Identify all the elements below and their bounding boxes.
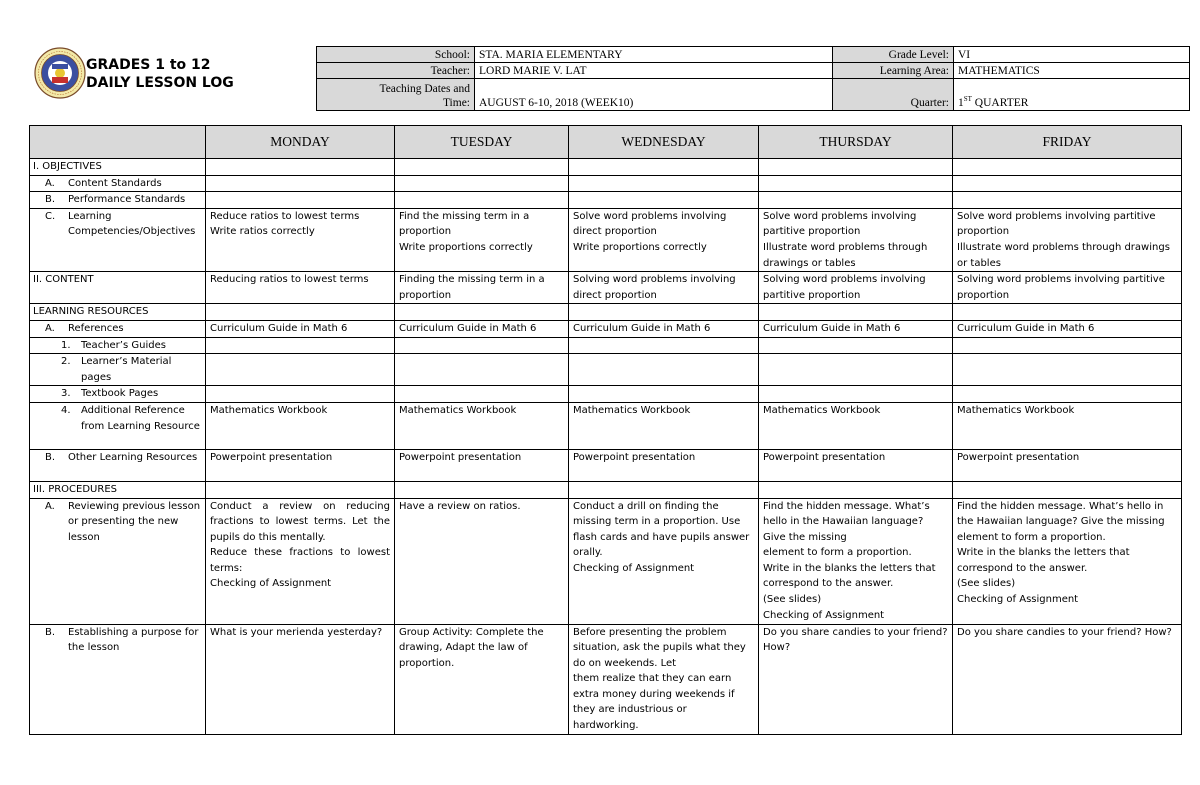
cell-line: Do you share candies to your friend? How?	[957, 626, 1172, 638]
lesson-log-table	[29, 125, 1182, 735]
row-label-establishing	[30, 624, 206, 734]
cell-wednesday	[569, 354, 759, 386]
deped-seal-icon	[34, 47, 86, 99]
cell-tuesday	[395, 337, 569, 354]
row-marker: A.	[45, 500, 55, 512]
cell-thursday	[759, 624, 953, 734]
row-label-text: Content Standards	[68, 177, 162, 189]
cell-line: Find the missing term in a proportion	[399, 210, 530, 238]
cell-monday	[206, 337, 395, 354]
row-marker: 1.	[61, 339, 71, 351]
row-marker: B.	[45, 451, 56, 463]
header-blank-cell	[30, 126, 206, 159]
cell-tuesday	[395, 304, 569, 321]
cell-thursday	[759, 481, 953, 498]
day-header-tuesday: TUESDAY	[395, 126, 569, 159]
cell-friday	[953, 337, 1182, 354]
cell-tuesday	[395, 159, 569, 176]
cell-tuesday: Mathematics Workbook	[395, 402, 569, 449]
cell-thursday	[759, 498, 953, 624]
row-label-content	[30, 272, 206, 304]
learning-area-label: Learning Area:	[833, 63, 954, 79]
row-label-learning-resources	[30, 304, 206, 321]
cell-monday	[206, 159, 395, 176]
header-info-table	[316, 46, 1190, 111]
row-establishing	[30, 624, 1182, 734]
row-label-text: II. CONTENT	[33, 274, 94, 286]
row-marker: A.	[45, 177, 55, 189]
cell-friday	[953, 175, 1182, 192]
cell-line: Reduce these fractions to lowest terms:	[210, 547, 390, 574]
cell-wednesday	[569, 481, 759, 498]
cell-line: Checking of Assignment	[957, 594, 1079, 606]
row-label-teachers-guides	[30, 337, 206, 354]
cell-tuesday	[395, 386, 569, 403]
cell-wednesday	[569, 175, 759, 192]
day-header-thursday: THURSDAY	[759, 126, 953, 159]
cell-thursday	[759, 337, 953, 354]
row-learning-resources	[30, 304, 1182, 321]
cell-wednesday	[569, 624, 759, 734]
grade-level-value: VI	[954, 47, 1190, 63]
cell-line: (See slides)	[957, 578, 1016, 590]
cell-line: Illustrate word problems through drawings or tables	[763, 241, 928, 269]
cell-wednesday	[569, 192, 759, 209]
cell-line: Find the hidden message. What’s hello in the Hawaiian language? Give the missing	[763, 500, 930, 543]
row-label-text: LEARNING RESOURCES	[33, 306, 149, 318]
cell-line: Checking of Assignment	[763, 609, 885, 621]
cell-friday	[953, 159, 1182, 176]
cell-friday	[953, 498, 1182, 624]
cell-thursday: Curriculum Guide in Math 6	[759, 320, 953, 337]
cell-wednesday: Powerpoint presentation	[569, 449, 759, 481]
cell-line: Write proportions correctly	[573, 241, 707, 253]
cell-wednesday	[569, 159, 759, 176]
cell-line: Solve word problems involving partitive proportion	[957, 210, 1156, 238]
row-objectives	[30, 159, 1182, 176]
cell-monday	[206, 192, 395, 209]
row-procedures	[30, 481, 1182, 498]
cell-tuesday	[395, 192, 569, 209]
cell-thursday	[759, 192, 953, 209]
cell-wednesday: Solving word problems involving direct proportion	[569, 272, 759, 304]
cell-monday: Reducing ratios to lowest terms	[206, 272, 395, 304]
cell-line: Group Activity: Complete the drawing, Adapt the law of proportion.	[399, 626, 544, 669]
row-content-standards	[30, 175, 1182, 192]
row-marker: 2.	[61, 356, 71, 368]
cell-thursday: Solving word problems involving partitive proportion	[759, 272, 953, 304]
teaching-dates-label-line1: Teaching Dates and	[379, 83, 470, 95]
row-label-other-resources	[30, 449, 206, 481]
row-label-content-standards	[30, 175, 206, 192]
row-label-learning-competencies	[30, 208, 206, 271]
quarter-label: Quarter:	[833, 79, 954, 111]
row-additional-reference	[30, 402, 1182, 449]
grade-level-label: Grade Level:	[833, 47, 954, 63]
cell-friday	[953, 304, 1182, 321]
cell-line: Conduct a drill on finding the missing term in a proportion. Use flash cards and have pupils answer orally.	[573, 500, 750, 559]
cell-thursday	[759, 208, 953, 271]
teaching-dates-label-line2: Time:	[442, 97, 470, 109]
cell-monday: Mathematics Workbook	[206, 402, 395, 449]
cell-line: Solve word problems involving direct proportion	[573, 210, 727, 238]
cell-friday	[953, 624, 1182, 734]
teacher-value: LORD MARIE V. LAT	[475, 63, 833, 79]
row-other-resources	[30, 449, 1182, 481]
cell-friday: Mathematics Workbook	[953, 402, 1182, 449]
cell-monday: Curriculum Guide in Math 6	[206, 320, 395, 337]
cell-tuesday: Curriculum Guide in Math 6	[395, 320, 569, 337]
teaching-dates-value: AUGUST 6-10, 2018 (WEEK10)	[475, 79, 833, 111]
cell-tuesday	[395, 624, 569, 734]
cell-line: Conduct a review on reducing fractions to lowest terms. Let the pupils do this mentally.	[210, 500, 390, 543]
row-label-textbook-pages	[30, 386, 206, 403]
cell-thursday: Powerpoint presentation	[759, 449, 953, 481]
quarter-text: QUARTER	[971, 97, 1029, 109]
cell-line: Checking of Assignment	[210, 578, 332, 590]
cell-monday	[206, 208, 395, 271]
document-title	[86, 56, 234, 92]
cell-wednesday	[569, 304, 759, 321]
cell-line: Solve word problems involving partitive proportion	[763, 210, 917, 238]
row-label-text: Learning Competencies/Objectives	[68, 210, 196, 238]
row-reviewing	[30, 498, 1182, 624]
cell-thursday	[759, 354, 953, 386]
cell-monday	[206, 175, 395, 192]
cell-tuesday	[395, 208, 569, 271]
row-references	[30, 320, 1182, 337]
quarter-number: 1	[958, 97, 964, 109]
row-label-reviewing	[30, 498, 206, 624]
cell-thursday	[759, 304, 953, 321]
day-header-friday: FRIDAY	[953, 126, 1182, 159]
teacher-label: Teacher:	[317, 63, 475, 79]
title-line-2: DAILY LESSON LOG	[86, 75, 234, 91]
row-performance-standards	[30, 192, 1182, 209]
row-label-objectives	[30, 159, 206, 176]
learning-area-value: MATHEMATICS	[954, 63, 1190, 79]
cell-tuesday: Powerpoint presentation	[395, 449, 569, 481]
cell-line: Write in the blanks the letters that correspond to the answer.	[957, 547, 1130, 574]
row-label-text: Learner’s Material pages	[81, 356, 172, 383]
cell-line: Write in the blanks the letters that correspond to the answer.	[763, 562, 936, 590]
cell-tuesday	[395, 175, 569, 192]
cell-friday: Solving word problems involving partitive proportion	[953, 272, 1182, 304]
cell-wednesday	[569, 498, 759, 624]
school-label: School:	[317, 47, 475, 63]
cell-friday	[953, 481, 1182, 498]
cell-monday	[206, 498, 395, 624]
cell-friday: Curriculum Guide in Math 6	[953, 320, 1182, 337]
cell-line: Write ratios correctly	[210, 226, 315, 238]
cell-monday	[206, 481, 395, 498]
row-label-text: Teacher’s Guides	[81, 339, 166, 351]
cell-wednesday	[569, 386, 759, 403]
row-label-references	[30, 320, 206, 337]
row-learners-material	[30, 354, 1182, 386]
row-marker: C.	[45, 210, 56, 222]
cell-tuesday	[395, 481, 569, 498]
row-marker: B.	[45, 194, 56, 206]
lesson-log-body	[30, 159, 1182, 735]
cell-line: Write proportions correctly	[399, 241, 533, 253]
row-teachers-guides	[30, 337, 1182, 354]
row-label-text: Other Learning Resources	[68, 451, 198, 463]
cell-line: Find the hidden message. What’s hello in the Hawaiian language? Give the missing	[957, 500, 1165, 528]
row-label-text: Reviewing previous lesson or presenting the new lesson	[68, 500, 201, 543]
row-label-procedures	[30, 481, 206, 498]
cell-wednesday	[569, 208, 759, 271]
cell-line: Reduce ratios to lowest terms	[210, 210, 360, 222]
row-label-text: Additional Reference from Learning Resource	[81, 404, 200, 432]
row-label-learners-material	[30, 354, 206, 386]
cell-line: Before presenting the problem situation, ask the pupils what they do on weekends. Let	[573, 626, 746, 669]
cell-friday	[953, 386, 1182, 403]
row-textbook-pages	[30, 386, 1182, 403]
row-label-text: I. OBJECTIVES	[33, 161, 102, 172]
cell-line: element to form a proportion.	[763, 547, 912, 559]
row-label-text: Establishing a purpose for the lesson	[68, 626, 199, 654]
cell-wednesday	[569, 337, 759, 354]
quarter-ordinal: ST	[963, 95, 972, 104]
cell-line: Do you share candies to your friend? How?	[763, 626, 948, 654]
cell-line: Have a review on ratios.	[399, 500, 521, 512]
row-label-text: References	[68, 322, 124, 334]
cell-monday: Powerpoint presentation	[206, 449, 395, 481]
row-label-performance-standards	[30, 192, 206, 209]
day-header-wednesday: WEDNESDAY	[569, 126, 759, 159]
cell-monday	[206, 304, 395, 321]
quarter-value	[954, 79, 1190, 111]
cell-friday	[953, 208, 1182, 271]
school-value: STA. MARIA ELEMENTARY	[475, 47, 833, 63]
cell-thursday	[759, 159, 953, 176]
cell-thursday: Mathematics Workbook	[759, 402, 953, 449]
teaching-dates-label	[317, 79, 475, 111]
row-label-additional-reference	[30, 402, 206, 449]
cell-thursday	[759, 175, 953, 192]
title-line-1: GRADES 1 to 12	[86, 57, 211, 73]
cell-line: them realize that they can earn extra money during weekends if they are industrious or hardworking.	[573, 673, 735, 732]
row-marker: B.	[45, 626, 56, 638]
row-learning-competencies	[30, 208, 1182, 271]
row-label-text: Performance Standards	[68, 194, 186, 206]
cell-line: (See slides)	[763, 594, 822, 606]
cell-line: Checking of Assignment	[573, 562, 695, 574]
cell-line: What is your merienda yesterday?	[210, 626, 383, 638]
cell-tuesday	[395, 498, 569, 624]
row-marker: 3.	[61, 388, 71, 400]
cell-thursday	[759, 386, 953, 403]
row-marker: 4.	[61, 404, 71, 416]
cell-friday: Powerpoint presentation	[953, 449, 1182, 481]
row-label-text: Textbook Pages	[81, 388, 159, 400]
cell-wednesday: Mathematics Workbook	[569, 402, 759, 449]
cell-monday	[206, 624, 395, 734]
cell-line: element to form a proportion.	[957, 531, 1106, 543]
cell-tuesday: Finding the missing term in a proportion	[395, 272, 569, 304]
cell-tuesday	[395, 354, 569, 386]
cell-friday	[953, 354, 1182, 386]
cell-line: Illustrate word problems through drawings or tables	[957, 241, 1170, 269]
cell-friday	[953, 192, 1182, 209]
row-label-text: III. PROCEDURES	[33, 483, 117, 495]
row-content	[30, 272, 1182, 304]
cell-monday	[206, 386, 395, 403]
day-header-monday: MONDAY	[206, 126, 395, 159]
cell-wednesday: Curriculum Guide in Math 6	[569, 320, 759, 337]
row-marker: A.	[45, 322, 55, 334]
cell-monday	[206, 354, 395, 386]
